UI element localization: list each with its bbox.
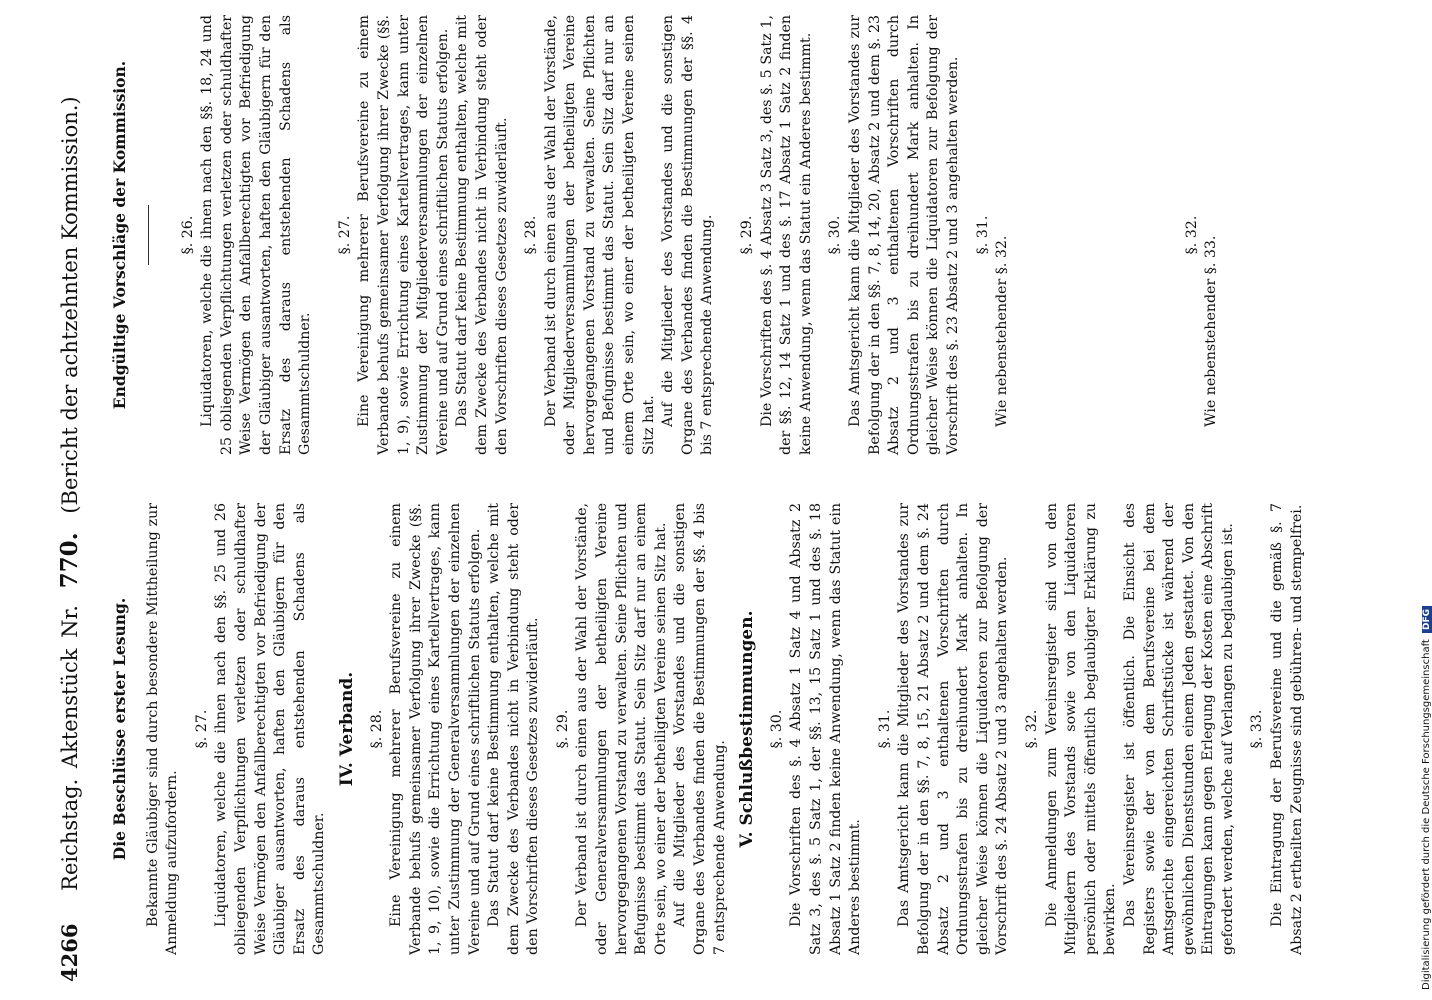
section-number: §. 30. <box>768 709 785 749</box>
paragraph: Der Verband ist durch einen aus der Wahl der Vorstände, oder Mitgliederversammlungen der betheiligten Vereine hervorgegangenen Vorstand zu verwalten. Seine Pflichten und Befugnisse bestimmt das Statut. Sein Sitz darf nur an einem Orte sein, wo einer der betheiligten Vereine seinen Sitz hat. <box>542 15 657 455</box>
spacer <box>1083 15 1093 455</box>
paragraph: Die Anmeldungen zum Vereinsregister sind von den Mitgliedern des Vorstands sowie von den Liquidatoren persönlich oder mittels öffentlich beglaubigter Erklärung zu bewirken. <box>1043 503 1119 955</box>
paragraph: Liquidatoren, welche die ihnen nach den §§. 25 und 26 obliegenden Verpflichtungen verletzen oder schuldhafter Weise Vermögen den Anfallberechtigten vor Befriedigung der Gläubiger ausantworten, haften den Gläubigern für den Ersatz des daraus entstehenden Schadens als Gesammtschuldner. <box>213 503 328 955</box>
divider <box>148 205 149 265</box>
section-number: §. 32. <box>1023 709 1040 749</box>
page-number: 4266 <box>57 923 82 982</box>
section-number: §. 29. <box>554 709 571 749</box>
header-middle: Aktenstück <box>58 648 82 769</box>
spacer <box>1123 15 1133 455</box>
spacer <box>1053 15 1063 455</box>
spacer <box>1073 15 1083 455</box>
section-number: §. 30. <box>827 215 844 255</box>
spacer <box>1033 15 1043 455</box>
spacer <box>1163 15 1173 455</box>
section-number: §. 33. <box>1249 709 1266 749</box>
section-number: §. 28. <box>523 215 540 255</box>
paragraph: Der Verband ist durch einen aus der Wahl der Vorstände, oder Generalversammlungen der betheiligten Vereine hervorgegangenen Vorstand zu verwalten. Seine Pflichten und Befugnisse bestimmt das Statut. Sein Sitz darf nur an einem Orte sein, wo einer der betheiligten Vereine seinen Sitz hat. <box>574 503 669 955</box>
spacer <box>1153 15 1163 455</box>
paragraph: Auf die Mitglieder des Vorstandes und die sonstigen Organe des Verbandes finden die Bestimmungen der §§. 4 bis 7 entsprechende Anwendung. <box>660 15 716 455</box>
spacer <box>1063 15 1073 455</box>
paragraph: Wie nebenstehender §. 33. <box>1203 235 1220 427</box>
paragraph: Das Amtsgericht kann die Mitglieder des Vorstandes zur Befolgung der in den §§. 7, 8, 14, 20, Absatz 2 und dem §. 23 Absatz 2 und 3 enthaltenen Vorschriften durch Ordnungsstrafen bis zu dreihundert Mark anhalten. In gleicher Weise können die Liquidatoren zur Befolgung der Vorschrift des §. 23 Absatz 2 und 3 angehalten werden. <box>847 15 961 455</box>
left-column <box>104 503 1307 955</box>
paragraph: Das Vereinsregister ist öffentlich. Die Einsicht des Registers sowie der von dem Berufsvereine bei dem Amtsgerichte eingereichten Schriftstücke ist während der gewöhnlichen Dienststunden einem Jeden gestattet. Von den Eintragungen kann gegen Erlegung der Kosten eine Abschrift gefordert werden, welche auf Verlangen zu beglaubigen ist. <box>1121 503 1236 955</box>
left-column-heading: Die Beschlüsse erster Lesung. <box>110 597 129 861</box>
section-number: §. 28. <box>368 709 385 749</box>
spacer <box>1043 15 1053 455</box>
header-right: (Bericht der achtzehnten Kommission.) <box>58 96 82 514</box>
spacer <box>718 15 728 455</box>
paragraph: Bekannte Gläubiger sind durch besondere Mittheilung zur Anmeldung aufzufordern. <box>144 503 181 955</box>
spacer <box>316 15 326 455</box>
paragraph: Die Vorschriften des §. 4 Absatz 1 Satz 4 und Absatz 2 Satz 3, des §. 5 Satz 1, der §§. 13, 15 Satz 1 und des §. 18 Absatz 1 Satz 2 finden keine Anwendung, wenn das Statut ein Anderes bestimmt. <box>788 503 864 955</box>
section-number: §. 26. <box>179 215 196 255</box>
spacer <box>1023 15 1033 455</box>
paragraph: Wie nebenstehender §. 32. <box>994 235 1011 427</box>
paragraph: Die Eintragung der Berufsvereine und die gemäß §. 7 Absatz 2 ertheilten Zeugnisse sind gebühren- und stempelfrei. <box>1269 503 1305 955</box>
section-number: §. 27. <box>193 709 210 749</box>
spacer <box>1093 15 1103 455</box>
paragraph: Eine Vereinigung mehrerer Berufsvereine zu einem Verbande behufs gemeinsamer Verfolgung ihrer Zwecke (§§. 1, 9), sowie Errichtung eines Kartellvertrages, kann unter Zustimmung der Mitgliederversammlungen der einzelnen Vereine und auf Grund eines schriftlichen Statuts erfolgen. <box>356 15 451 455</box>
header-left: Reichstag. <box>58 778 82 891</box>
paragraph: Das Statut darf keine Bestimmung enthalten, welche mit dem Zwecke des Verbandes nicht in Verbindung steht oder den Vorschriften dieses Gesetzes zuwiderläuft. <box>486 503 542 955</box>
section-heading: IV. Verband. <box>336 671 357 787</box>
section-heading: V. Schlußbestimmungen. <box>737 610 758 848</box>
dfg-logo: DFG <box>1422 606 1432 633</box>
paragraph: Eine Vereinigung mehrerer Berufsvereine zu einem Verbande behufs gemeinsamer Verfolgung ihrer Zwecke (§§. 1, 9, 10), sowie die Errichtung eines Kartellvertrages, kann unter Zustimmung der Generalversammlungen der einzelnen Vereine und auf Grund eines schriftlichen Statuts erfolgen. <box>388 503 483 955</box>
spacer <box>1133 15 1143 455</box>
section-number: §. 32. <box>1183 215 1200 255</box>
section-number: §. 29. <box>739 215 756 255</box>
section-number: §. 31. <box>876 709 893 749</box>
paragraph: Die Vorschriften des §. 4 Absatz 3 Satz 3, des §. 5 Satz 1, der §§. 12, 14 Satz 1 und des §. 17 Absatz 1 Satz 2 finden keine Anwendung, wenn das Statut ein Anderes bestimmt. <box>758 15 814 455</box>
paragraph: Das Statut darf keine Bestimmung enthalten, welche mit dem Zwecke des Verbandes nicht in Verbindung steht oder den Vorschriften dieses Gesetzes zuwiderläuft. <box>454 15 510 455</box>
page-header <box>56 82 92 982</box>
paragraph: Das Amtsgericht kann die Mitglieder des Vorstandes zur Befolgung der in den §§. 7, 8, 15, 21 Absatz 2 und dem §. 24 Absatz 2 und 3 enthaltenen Vorschriften durch Ordnungsstrafen bis zu dreihundert Mark anhalten. In gleicher Weise können die Liquidatoren zur Befolgung der Vorschrift des §. 24 Absatz 2 und 3 angehalten werden. <box>896 503 1011 955</box>
right-column <box>104 15 1222 455</box>
spacer <box>1013 15 1023 455</box>
footer-text: Digitalisierung gefördert durch die Deutsche Forschungsgemeinschaft <box>1421 639 1432 990</box>
spacer <box>1113 15 1123 455</box>
header-nr-label: Nr. <box>58 605 82 638</box>
spacer <box>1103 15 1113 455</box>
paragraph: Liquidatoren, welche die ihnen nach den §§. 18, 24 und 25 obliegenden Verpflichtungen verletzen oder schuldhafter Weise Vermögen den Anfallberechtigten vor Befriedigung der Gläubiger ausantworten, haften den Gläubigern für den Ersatz des daraus entstehenden Schadens als Gesammtschuldner. <box>199 15 314 455</box>
right-column-heading: Endgültige Vorschläge der Kommission. <box>110 60 129 410</box>
spacer <box>159 15 169 455</box>
header-nr-value: 770. <box>56 532 83 589</box>
paragraph: Auf die Mitglieder des Vorstandes und die sonstigen Organe des Verbandes finden die Bestimmungen der §§. 4 bis 7 entsprechende Anwendung. <box>672 503 728 955</box>
section-number: §. 27. <box>336 215 353 255</box>
spacer <box>1143 15 1153 455</box>
section-number: §. 31. <box>974 215 991 255</box>
